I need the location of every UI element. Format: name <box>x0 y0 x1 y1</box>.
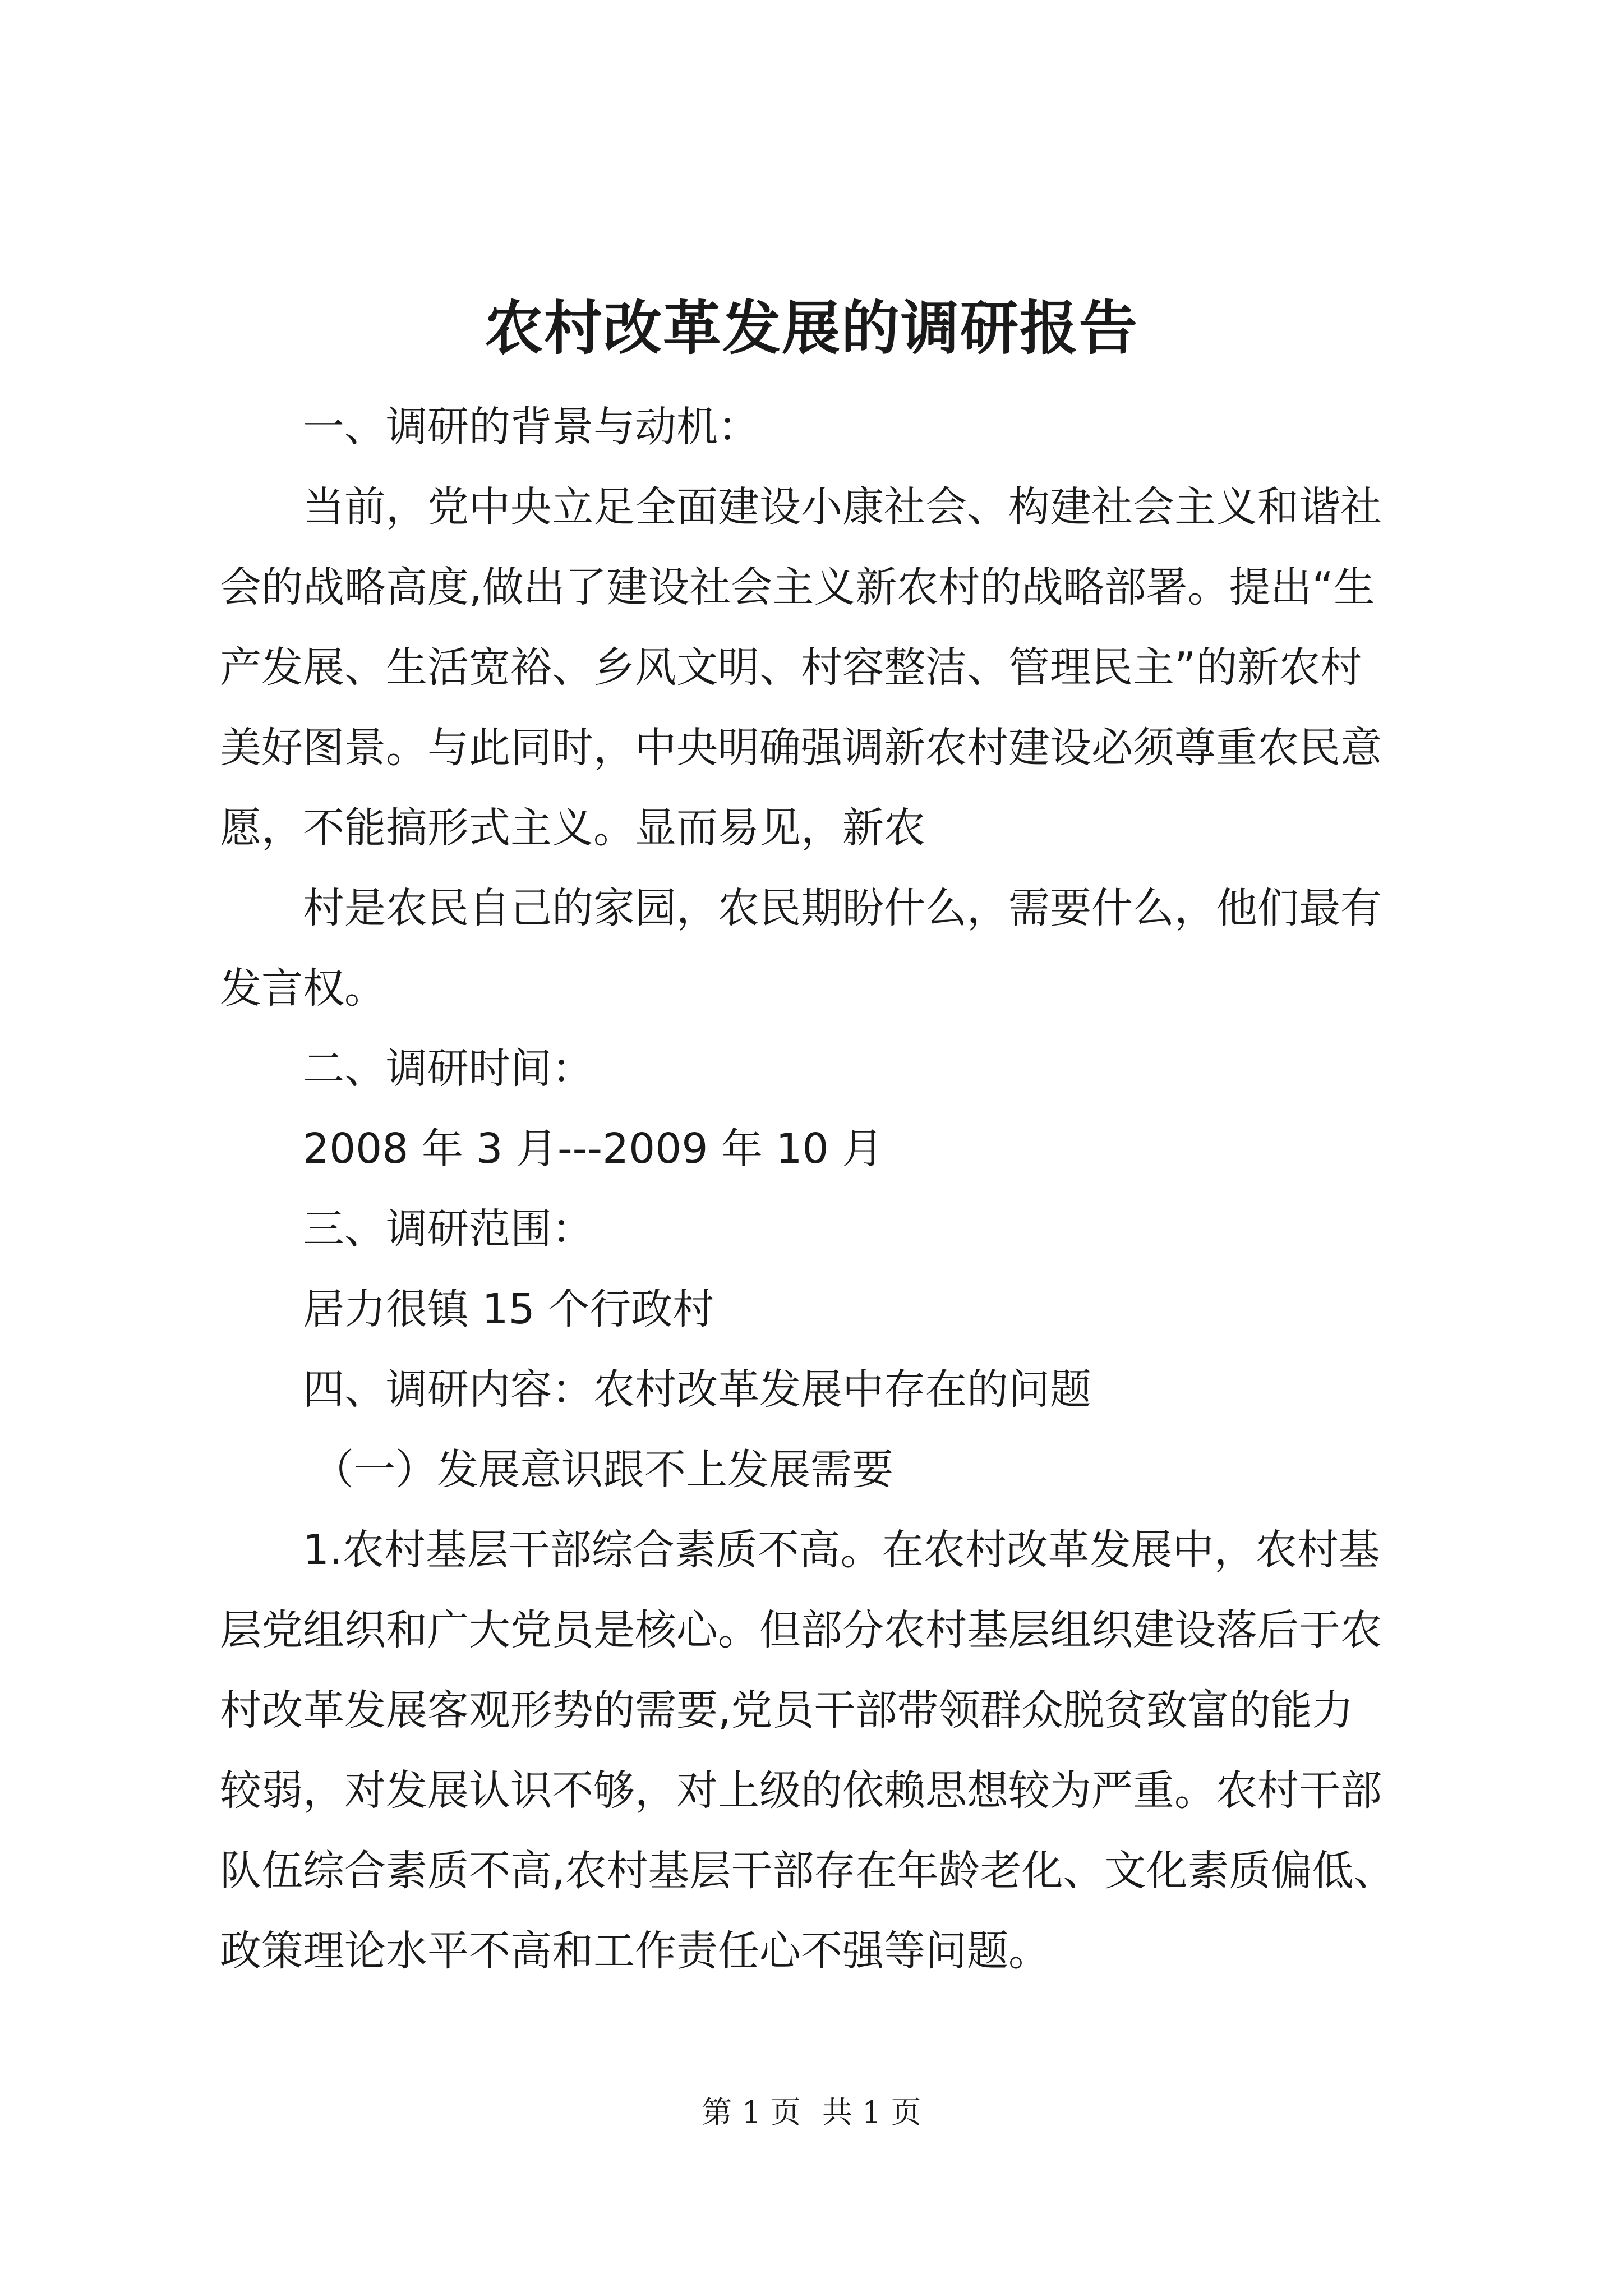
page-total: 共 1 页 <box>822 2095 921 2130</box>
paragraph-line: 村是农民自己的家园，农民期盼什么，需要什么，他们最有 <box>303 884 1382 932</box>
paragraph-line: 层党组织和广大党员是核心。但部分农村基层组织建设落后于农 <box>220 1606 1382 1654</box>
paragraph-line: 会的战略高度,做出了建设社会主义新农村的战略部署。提出“生 <box>220 563 1375 611</box>
subheading-awareness: （一）发展意识跟不上发展需要 <box>312 1446 893 1494</box>
heading-time: 二、调研时间： <box>303 1045 593 1093</box>
heading-background: 一、调研的背景与动机： <box>303 403 759 451</box>
paragraph-line: 村改革发展客观形势的需要,党员干部带领群众脱贫致富的能力 <box>220 1686 1354 1734</box>
page-number: 第 1 页 <box>702 2095 801 2130</box>
paragraph-line: 当前，党中央立足全面建设小康社会、构建社会主义和谐社 <box>303 483 1382 531</box>
paragraph-line: 发言权。 <box>220 964 386 1013</box>
paragraph-line: 较弱，对发展认识不够，对上级的依赖思想较为严重。农村干部 <box>220 1766 1382 1815</box>
document-title: 农村改革发展的调研报告 <box>484 293 1138 362</box>
heading-content: 四、调研内容：农村改革发展中存在的问题 <box>303 1365 1091 1414</box>
paragraph-line: 美好图景。与此同时，中央明确强调新农村建设必须尊重农民意 <box>220 724 1382 772</box>
page-footer <box>0 2090 1623 2135</box>
document-body <box>220 387 1422 1991</box>
paragraph-line: 产发展、生活宽裕、乡风文明、村容整洁、管理民主”的新农村 <box>220 643 1362 692</box>
time-range: 2008 年 3 月---2009 年 10 月 <box>303 1125 884 1173</box>
scope-text: 居力很镇 15 个行政村 <box>303 1285 714 1333</box>
heading-scope: 三、调研范围： <box>303 1205 593 1253</box>
paragraph-line: 队伍综合素质不高,农村基层干部存在年龄老化、文化素质偏低、 <box>220 1847 1395 1895</box>
paragraph-line: 愿，不能搞形式主义。显而易见，新农 <box>220 804 925 852</box>
paragraph-line: 政策理论水平不高和工作责任心不强等问题。 <box>220 1927 1050 1975</box>
paragraph-line: 1.农村基层干部综合素质不高。在农村改革发展中，农村基 <box>303 1526 1380 1574</box>
